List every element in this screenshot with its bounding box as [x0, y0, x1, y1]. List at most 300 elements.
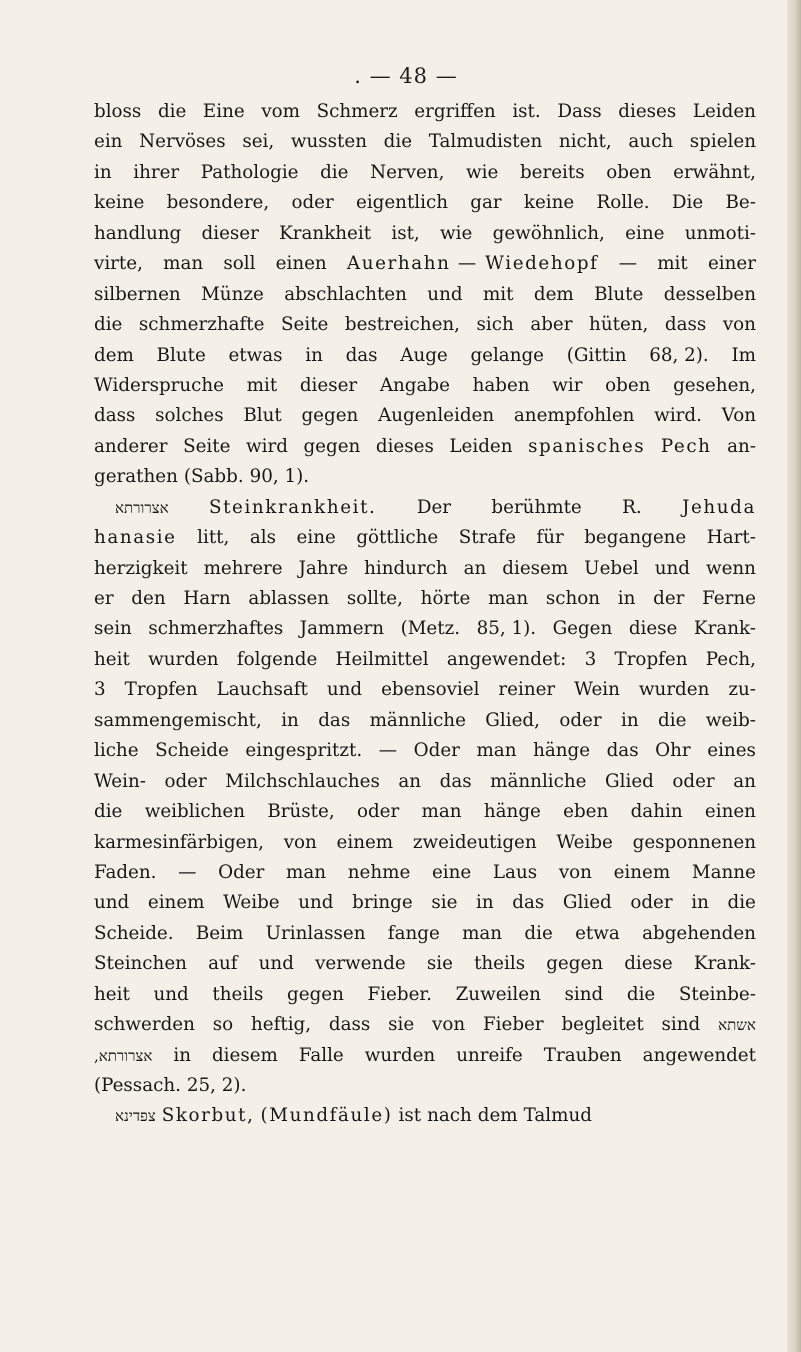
- word: Eine: [202, 101, 245, 122]
- word: Auerhahn — Wiedehopf: [346, 253, 599, 275]
- word: oder: [672, 770, 715, 792]
- word: solches: [155, 405, 224, 427]
- word: Falle: [298, 1044, 344, 1066]
- word: diesem: [502, 557, 569, 579]
- word: sie: [388, 1014, 415, 1036]
- word: Augenleiden: [378, 405, 495, 427]
- text-line: [94, 523, 756, 553]
- word: in: [476, 892, 494, 914]
- word: diesem: [211, 1044, 278, 1066]
- word: oder: [630, 892, 673, 914]
- word: und: [654, 557, 690, 579]
- word: diese: [628, 618, 678, 640]
- word: Im: [731, 344, 756, 366]
- word: einem: [613, 861, 671, 883]
- text-line: [94, 919, 756, 949]
- word: die: [727, 892, 756, 914]
- text-line: [94, 310, 756, 340]
- word: verwende: [315, 953, 406, 975]
- word: wurden: [638, 679, 710, 701]
- word: gesponnenen: [632, 831, 756, 853]
- word: in: [173, 1044, 191, 1066]
- word: אצרורתא: [115, 498, 169, 517]
- word: der: [653, 588, 685, 609]
- word: das: [439, 770, 472, 792]
- word: Scheide.: [94, 922, 174, 944]
- word: gegen: [287, 983, 344, 1005]
- word: Glied: [562, 892, 612, 914]
- text-line: [94, 675, 756, 705]
- word: und: [94, 892, 130, 914]
- word: mit: [246, 374, 278, 396]
- word: Manne: [691, 861, 756, 883]
- word: Wein: [574, 679, 620, 701]
- word: göttliche: [356, 527, 439, 549]
- text-line: [94, 280, 756, 310]
- word: eine: [296, 527, 336, 549]
- word: hanasie: [94, 527, 177, 549]
- word: wird.: [654, 405, 702, 427]
- word: dass: [664, 314, 707, 336]
- word: Strafe: [458, 527, 516, 549]
- word: keine: [523, 192, 575, 214]
- word: begangene: [584, 527, 687, 549]
- word: einem: [147, 892, 205, 914]
- word: karmesinfärbigen,: [94, 831, 264, 853]
- word: die: [658, 709, 687, 731]
- word: einer: [707, 253, 756, 275]
- word: männliche: [369, 709, 466, 731]
- word: anempfohlen: [513, 405, 635, 427]
- word: man: [462, 922, 503, 944]
- word: von: [558, 861, 592, 883]
- word: ablassen: [248, 588, 330, 609]
- text-line: [94, 401, 756, 431]
- word: handlung: [94, 222, 182, 244]
- word: von: [722, 314, 756, 336]
- text-line: [94, 249, 756, 279]
- word: eine: [625, 222, 665, 244]
- word: dem: [477, 1105, 518, 1127]
- word: Seite: [281, 314, 329, 336]
- word: anderer: [94, 435, 168, 457]
- text-line: [94, 767, 756, 797]
- word: dieser: [201, 222, 259, 244]
- word: man: [286, 861, 327, 883]
- word: Lauchsaft: [216, 679, 308, 701]
- word: Jehuda: [682, 496, 756, 518]
- word: Leiden: [449, 435, 513, 457]
- word: hindurch: [364, 557, 448, 579]
- word: bloss: [94, 101, 142, 122]
- word: Auge: [400, 344, 448, 366]
- word: männliche: [490, 770, 587, 792]
- word: sein: [94, 618, 132, 640]
- word: Münze: [201, 283, 264, 305]
- word: ihrer: [133, 161, 180, 183]
- word: erwähnt,: [673, 161, 756, 183]
- word: angewendet: [642, 1044, 756, 1066]
- word: gelange: [470, 344, 544, 366]
- word: Laus: [492, 861, 538, 883]
- word: man: [163, 253, 204, 275]
- word: weiblichen: [144, 801, 246, 823]
- word: eine: [431, 861, 472, 883]
- word: einen: [704, 801, 756, 823]
- word: Harn: [183, 588, 231, 609]
- word: an-: [727, 435, 756, 457]
- word: in: [305, 344, 323, 366]
- word: —: [378, 740, 398, 762]
- word: אשתא: [718, 1016, 756, 1035]
- word: Glied,: [485, 709, 540, 731]
- word: mit: [482, 283, 514, 305]
- page-number: . — 48 —: [354, 64, 458, 88]
- word: die: [157, 101, 187, 122]
- word: zu-: [728, 679, 756, 701]
- word: das: [606, 740, 639, 762]
- word: Weibe: [223, 892, 280, 914]
- word: bereits: [519, 161, 585, 183]
- word: die: [626, 983, 656, 1005]
- word: etwa: [575, 922, 620, 944]
- word: Fieber: [482, 1014, 544, 1036]
- word: an: [463, 557, 487, 579]
- word: אצרורתא,: [94, 1046, 153, 1065]
- word: auch: [628, 131, 674, 153]
- word: Widerspruche: [94, 374, 225, 396]
- word: Jahre: [298, 557, 349, 579]
- word: Urinlassen: [265, 922, 366, 944]
- word: dieser: [299, 374, 358, 396]
- word: eben: [563, 801, 609, 823]
- text-line: [94, 341, 756, 371]
- word: gerathen: [94, 466, 178, 488]
- word: Nervöses: [139, 131, 226, 153]
- word: Pech,: [705, 648, 756, 670]
- text-line: [94, 493, 756, 523]
- text-line: [94, 1101, 756, 1131]
- text-line: [94, 828, 756, 858]
- word: oder: [164, 770, 207, 792]
- word: 68, 2).: [649, 344, 709, 366]
- text-line: [94, 706, 756, 736]
- word: hänge: [533, 740, 591, 762]
- word: zweideutigen: [412, 831, 537, 853]
- word: dieses: [375, 435, 434, 457]
- word: etwas: [228, 344, 283, 366]
- word: gar: [470, 192, 502, 214]
- word: Steinkrankheit.: [208, 496, 377, 518]
- word: den: [131, 588, 166, 609]
- word: Skorbut,: [161, 1105, 255, 1127]
- word: sammengemischt,: [94, 709, 262, 731]
- word: Tropfen: [124, 679, 198, 701]
- word: ist: [398, 1105, 422, 1127]
- word: ist,: [391, 222, 420, 244]
- word: sind: [661, 1014, 701, 1036]
- word: dem: [533, 283, 574, 305]
- word: oder: [559, 709, 602, 731]
- word: —: [178, 861, 197, 883]
- word: virte,: [94, 253, 143, 275]
- word: Uebel: [584, 557, 639, 579]
- word: ergriffen: [414, 101, 496, 122]
- word: wussten: [290, 131, 367, 153]
- word: die: [320, 161, 349, 183]
- word: Oder: [413, 740, 460, 762]
- text-line: [94, 1071, 756, 1101]
- word: unmoti-: [684, 222, 756, 244]
- word: sie: [426, 953, 453, 975]
- word: (Mundfäule): [260, 1105, 393, 1127]
- word: begleitet: [561, 1014, 644, 1036]
- word: heit: [94, 983, 130, 1005]
- word: 85, 1).: [476, 618, 537, 640]
- word: theils: [212, 983, 264, 1005]
- word: liche: [94, 740, 139, 762]
- word: Ferne: [702, 588, 756, 609]
- text-line: [94, 1010, 756, 1040]
- word: auf: [208, 953, 238, 975]
- word: Jammern: [299, 618, 385, 640]
- word: Krank-: [693, 953, 756, 975]
- page-edge-shadow: [787, 0, 801, 1352]
- word: Schmerz: [316, 101, 398, 122]
- word: Krankheit: [279, 222, 372, 244]
- body-text: [94, 97, 756, 1132]
- word: man: [421, 801, 462, 823]
- text-line: [94, 736, 756, 766]
- text-line: [94, 888, 756, 918]
- word: Steinbe-: [678, 983, 756, 1005]
- word: unreife: [456, 1044, 523, 1066]
- word: nach: [427, 1105, 472, 1127]
- word: Steinchen: [94, 953, 187, 975]
- word: oder: [291, 192, 334, 214]
- word: dahin: [630, 801, 683, 823]
- word: heit: [94, 648, 130, 670]
- word: hörte: [420, 588, 471, 609]
- word: eigentlich: [356, 192, 449, 214]
- word: abschlachten: [284, 283, 407, 305]
- word: Ohr: [655, 740, 691, 762]
- word: Wein-: [94, 770, 146, 792]
- word: besondere,: [166, 192, 270, 214]
- word: wir: [552, 374, 583, 396]
- word: sei,: [242, 131, 275, 153]
- word: sind: [564, 983, 604, 1005]
- word: Blut: [243, 405, 282, 427]
- word: gegen: [546, 953, 604, 975]
- word: mehrere: [203, 557, 283, 579]
- word: (Metz.: [400, 618, 461, 640]
- word: diese: [624, 953, 673, 975]
- word: von: [432, 1014, 466, 1036]
- text-line: [94, 1041, 756, 1071]
- word: sie: [431, 892, 458, 914]
- word: Gegen: [552, 618, 613, 640]
- word: wurden: [148, 648, 219, 670]
- word: in: [94, 161, 112, 183]
- word: Dass: [557, 101, 602, 122]
- word: das: [512, 892, 545, 914]
- word: Rolle.: [596, 192, 650, 214]
- word: 3: [584, 648, 597, 670]
- word: haben: [472, 374, 530, 396]
- word: fange: [387, 922, 440, 944]
- word: Pathologie: [200, 161, 299, 183]
- word: silbernen: [94, 283, 181, 305]
- word: so: [212, 1014, 234, 1036]
- word: Blute: [594, 283, 644, 305]
- word: dieses: [618, 101, 677, 122]
- word: (Pessach.: [94, 1075, 181, 1096]
- word: schmerzhaftes: [148, 618, 284, 640]
- text-line: [94, 949, 756, 979]
- word: bringe: [352, 892, 413, 914]
- word: berühmte: [491, 496, 582, 518]
- word: Die: [671, 192, 704, 214]
- word: gesehen,: [673, 374, 756, 396]
- word: in: [281, 709, 299, 731]
- word: und: [298, 892, 334, 914]
- word: Glied: [605, 770, 654, 792]
- word: Tropfen: [614, 648, 688, 670]
- word: für: [536, 527, 564, 549]
- word: dass: [328, 1014, 371, 1036]
- word: —: [618, 253, 637, 275]
- text-line: [94, 645, 756, 675]
- word: 25, 2).: [186, 1075, 247, 1096]
- text-line: [94, 432, 756, 462]
- text-line: [94, 371, 756, 401]
- word: spanisches: [528, 435, 646, 457]
- word: hüten,: [589, 314, 649, 336]
- word: Hart-: [706, 527, 756, 549]
- word: und: [427, 283, 463, 305]
- word: dem: [94, 344, 134, 366]
- word: (Sabb.: [183, 466, 244, 488]
- word: die: [383, 131, 413, 153]
- text-line: [94, 462, 756, 492]
- word: oben: [605, 374, 651, 396]
- word: Der: [416, 496, 452, 518]
- word: theils: [474, 953, 526, 975]
- word: vom: [261, 101, 300, 122]
- word: bestreichen,: [344, 314, 460, 336]
- text-line: [94, 980, 756, 1010]
- word: Talmud: [523, 1105, 592, 1127]
- word: das: [345, 344, 378, 366]
- word: ist.: [512, 101, 541, 122]
- word: Beim: [195, 922, 244, 944]
- word: spielen: [689, 131, 756, 153]
- word: Seite: [183, 435, 231, 457]
- word: sich: [476, 314, 514, 336]
- word: als: [249, 527, 276, 549]
- word: Trauben: [543, 1044, 622, 1066]
- word: Krank-: [693, 618, 756, 640]
- word: Blute: [156, 344, 206, 366]
- word: soll: [223, 253, 256, 275]
- word: in: [617, 588, 636, 609]
- word: wie: [440, 222, 473, 244]
- word: wenn: [705, 557, 756, 579]
- text-line: [94, 97, 756, 127]
- word: man: [488, 588, 529, 609]
- word: Zuweilen: [455, 983, 541, 1005]
- word: er: [94, 588, 114, 609]
- word: Faden.: [94, 861, 157, 883]
- word: reiner: [498, 679, 556, 701]
- word: litt,: [197, 527, 230, 549]
- word: und: [258, 953, 294, 975]
- text-line: [94, 188, 756, 218]
- word: 3: [94, 679, 106, 701]
- word: in: [691, 892, 709, 914]
- text-line: [94, 219, 756, 249]
- word: Angabe: [379, 374, 450, 396]
- word: oben: [606, 161, 652, 183]
- word: R.: [622, 496, 642, 518]
- text-line: [94, 858, 756, 888]
- word: schwerden: [94, 1014, 195, 1036]
- word: ebensoviel: [381, 679, 480, 701]
- word: an: [733, 770, 756, 792]
- word: 90, 1).: [249, 466, 310, 488]
- word: צפדינא: [115, 1107, 156, 1126]
- text-line: [94, 554, 756, 584]
- word: nicht,: [558, 131, 612, 153]
- word: die: [524, 922, 553, 944]
- word: einen: [275, 253, 327, 275]
- word: Milchschlauches: [225, 770, 380, 792]
- word: wurden: [364, 1044, 436, 1066]
- word: wie: [466, 161, 499, 183]
- word: eines: [707, 740, 756, 762]
- word: und: [326, 679, 363, 701]
- word: keine: [94, 192, 145, 214]
- text-line: [94, 614, 756, 644]
- text-line: [94, 797, 756, 827]
- word: gewöhnlich,: [492, 222, 605, 244]
- word: hänge: [483, 801, 541, 823]
- word: die: [94, 801, 123, 823]
- word: in: [621, 709, 639, 731]
- word: sollte,: [346, 588, 403, 609]
- word: heftig,: [250, 1014, 312, 1036]
- word: Scheide: [155, 740, 229, 762]
- word: Heilmittel: [335, 648, 429, 670]
- word: (Gittin: [566, 344, 627, 366]
- word: herzigkeit: [94, 557, 188, 579]
- word: desselben: [663, 283, 756, 305]
- word: oder: [356, 801, 400, 823]
- word: nehme: [347, 861, 411, 883]
- word: von: [283, 831, 317, 853]
- word: Von: [721, 405, 756, 427]
- word: Pech: [660, 435, 712, 457]
- word: das: [318, 709, 351, 731]
- word: ein: [94, 131, 123, 153]
- word: dass: [94, 405, 136, 427]
- word: Leiden: [692, 101, 756, 122]
- word: schmerzhafte: [138, 314, 265, 336]
- text-line: [94, 158, 756, 188]
- word: abgehenden: [642, 922, 756, 944]
- word: wird: [245, 435, 288, 457]
